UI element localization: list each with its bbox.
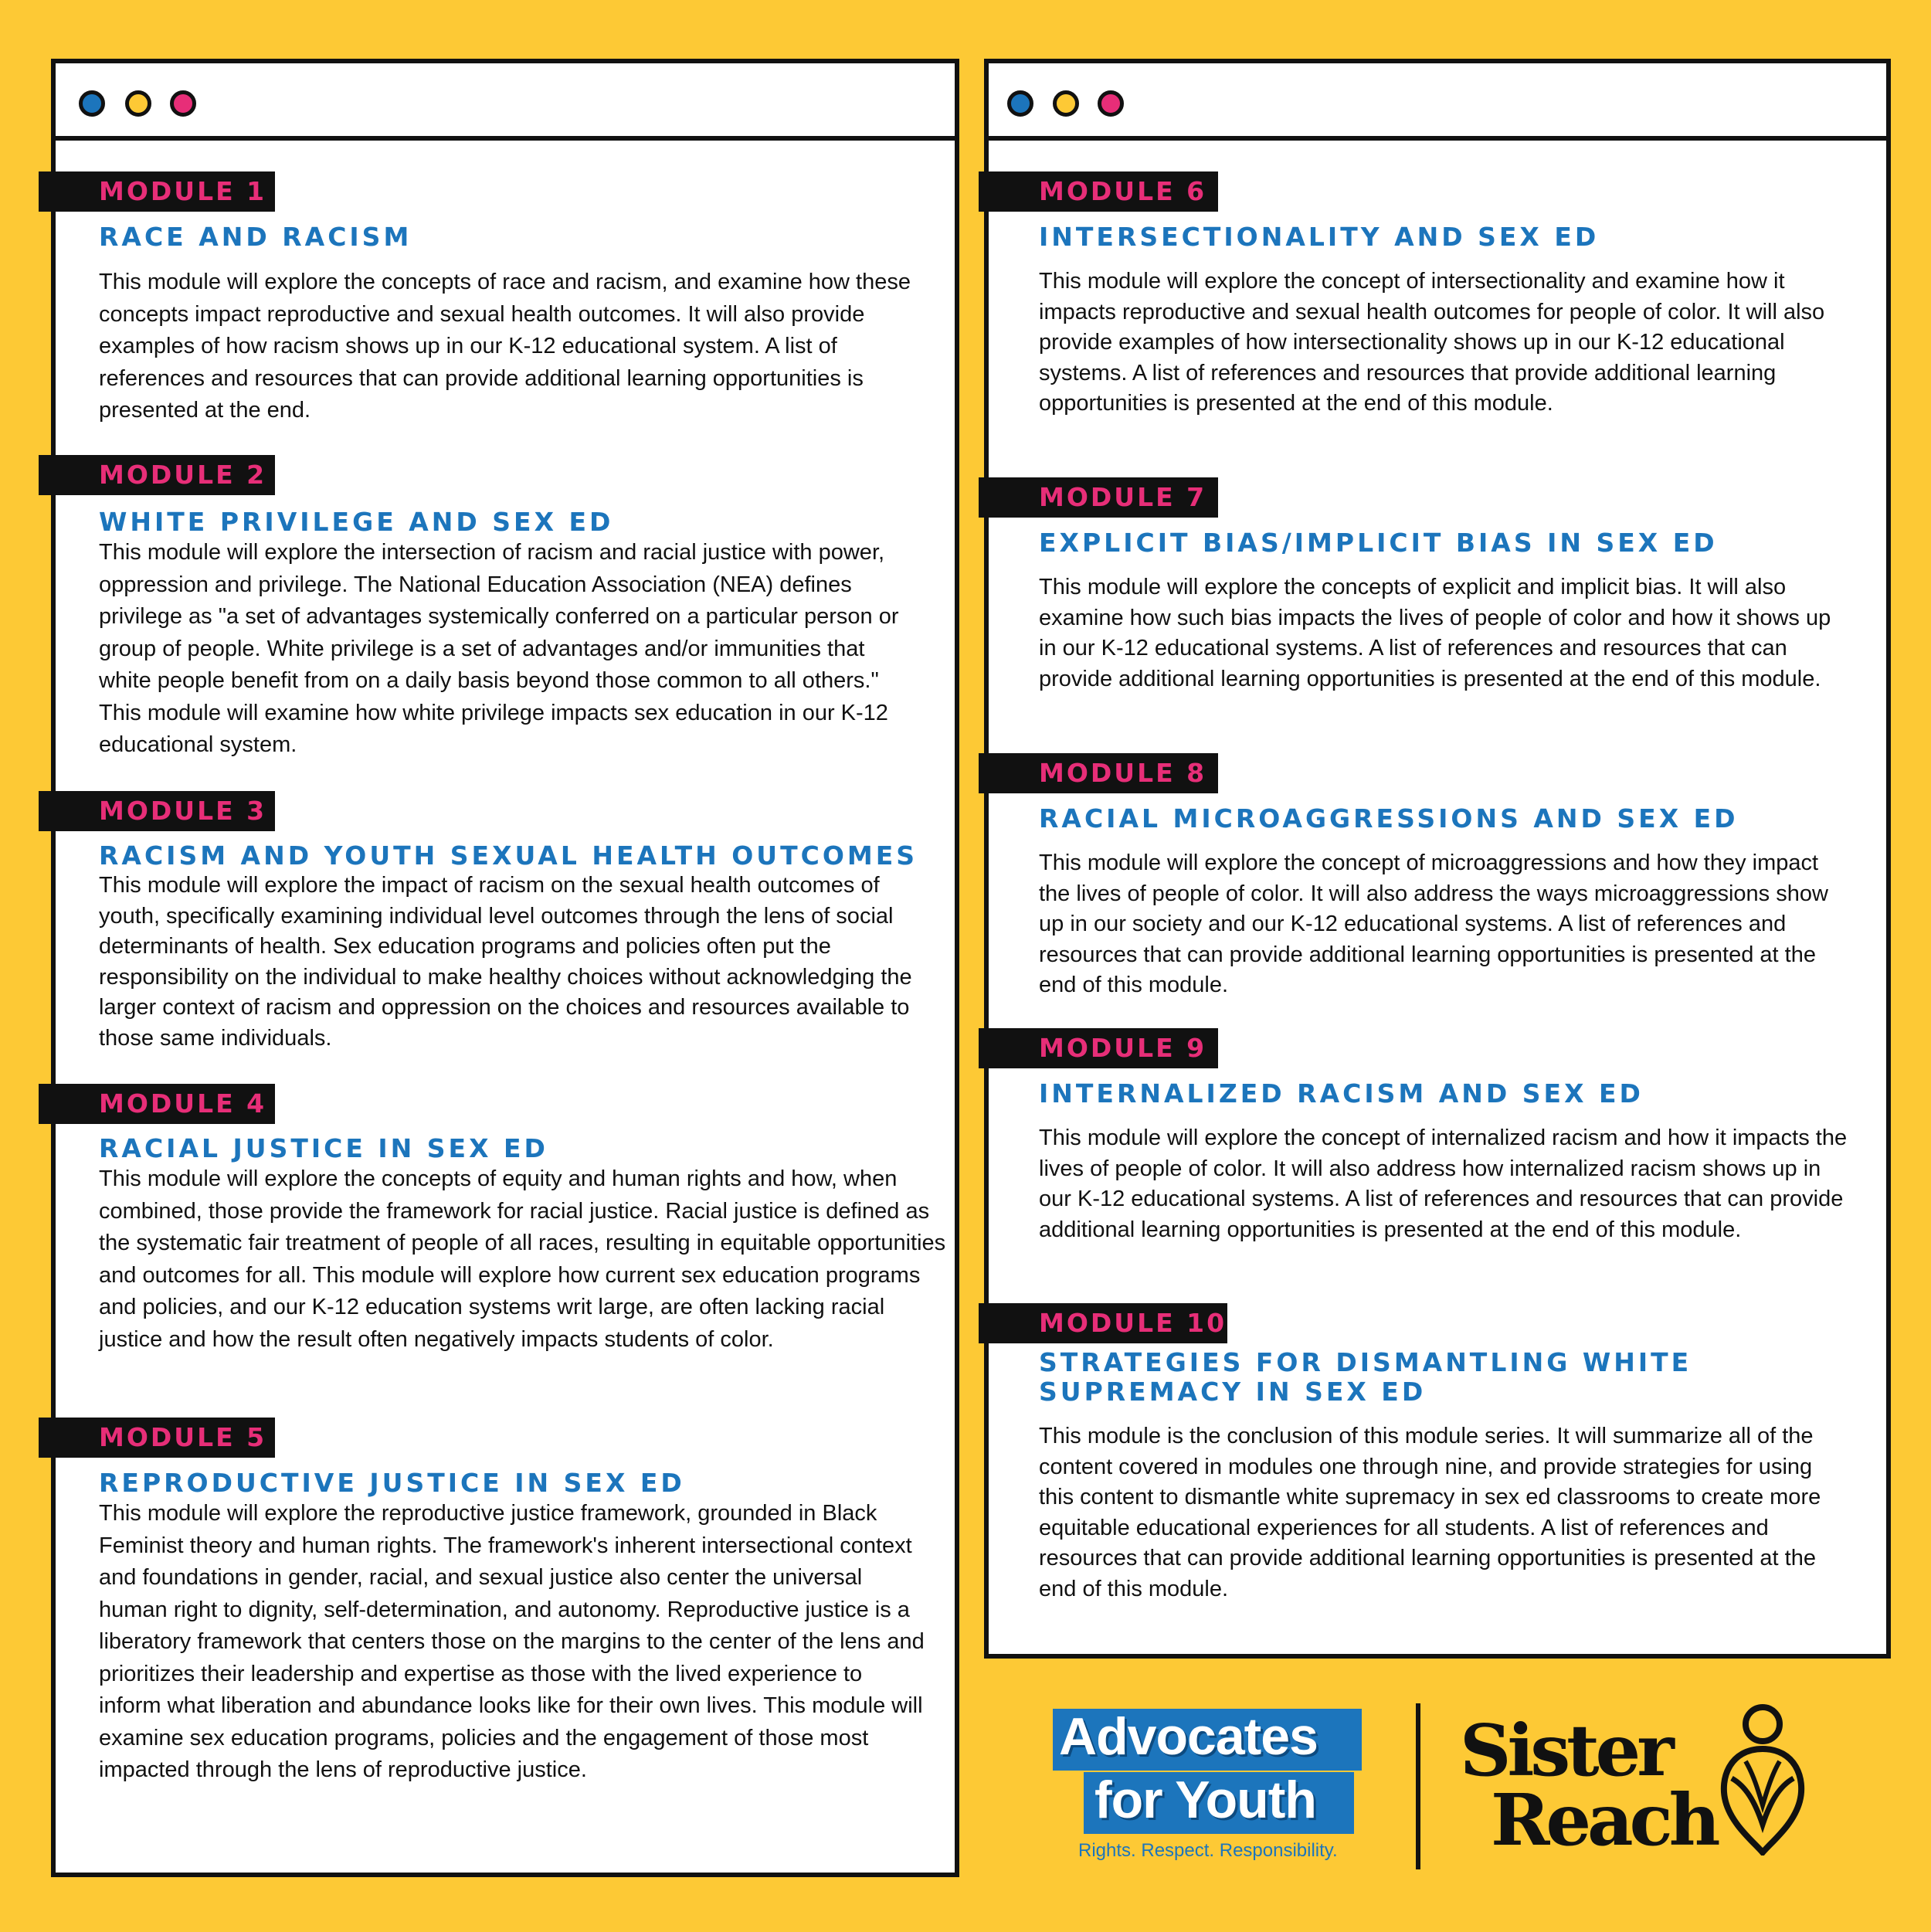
module-description: This module will explore the concept of microaggressions and how they impact the lives of people of color. It will also address the ways microaggressions show up in our society and our K-12 educational systems. A list of references and resources that can provide additional learning opportunities is presented at the end of this module. [1039,851,1828,997]
yellow-dot-icon [1053,90,1079,117]
module-title-line-1: STRATEGIES FOR DISMANTLING WHITE [1039,1347,1692,1377]
module-description: This module will explore the concepts of equity and human rights and how, when combined, those provide the framework for racial justice. Racial justice is defined as the systematic fair treatment of people of all races, resulting in equitable opportunities and outcomes for all. This module will explore how current sex education programs and policies, and our K-12 education systems writ large, are often lacking racial justice and how the result often negatively impacts students of color. [99,1166,946,1352]
module-label: MODULE 6 [979,171,1218,212]
module-description: This module will explore the intersection of racism and racial justice with power, oppression and privilege. The National Education Association (NEA) defines privilege as "a set of advantages systemically conferred on a particular person or group of people. White privilege is a set of advantages and/or immunities that white people benefit from on a daily basis beyond those common to all others." This module will examine how white privilege impacts sex education in our K-12 educational system. [99,540,899,757]
module-title: REPRODUCTIVE JUSTICE IN SEX ED [99,1468,685,1498]
module-description: This module will explore the concept of internalized racism and how it impacts the lives of people of color. It will also address how internalized racism shows up in our K-12 educational systems. A list of references and resources that can provide additional learning opportunities is presented at the end of this module. [1039,1126,1848,1242]
module-title-line-2: SUPREMACY IN SEX ED [1039,1377,1427,1407]
logo-line-sister: Sister [1460,1709,1671,1792]
left-window-titlebar [56,63,955,141]
module-description: This module will explore the reproductive justice framework, grounded in Black Feminist theory and human rights. The framework's inherent intersectional context and foundations in gender, racial, and sexual justice also center the universal human right to dignity, self-determination, and autonomy. Reproductive justice is a liberatory framework that centers those on the margins to the center of the lens and prioritizes their leadership and expertise as those with the lived experience to inform what liberation and abundance looks like for their own lives. This module will examine sex education programs, policies and the engagement of those most impacted through the lens of reproductive justice. [99,1501,925,1782]
sister-reach-logo [1460,1699,1815,1877]
module-title: INTERNALIZED RACISM AND SEX ED [1039,1078,1644,1109]
yellow-dot-icon [125,90,151,117]
module-label: MODULE 7 [979,477,1218,518]
logo-line-reach: Reach [1491,1778,1717,1862]
advocates-for-youth-logo [1053,1709,1362,1871]
module-label: MODULE 5 [39,1418,275,1458]
logo-line-for-youth: for Youth [1084,1772,1354,1834]
logo-tagline: Rights. Respect. Responsibility. [1078,1840,1338,1861]
module-description: This module is the conclusion of this module series. It will summarize all of the content covered in modules one through nine, and provide strategies for using this content to dismantle white supremacy in sex ed classrooms to create more equitable educational experiences for all students. A list of references and resources that can provide additional learning opportunities is presented at the end of this module. [1039,1424,1821,1601]
module-label: MODULE 8 [979,753,1218,793]
module-label: MODULE 10 [979,1303,1227,1343]
logo-divider [1416,1703,1420,1869]
module-title: RACE AND RACISM [99,222,412,252]
pink-dot-icon [1098,90,1124,117]
module-description: This module will explore the concept of intersectionality and examine how it impacts reproductive and sexual health outcomes for people of color. It will also provide examples of how intersectionality shows up in our K-12 educational systems. A list of references and resources that provide additional learning opportunities is presented at the end of this module. [1039,269,1825,416]
right-window-titlebar [989,63,1886,141]
sister-reach-emblem-icon [1715,1701,1811,1856]
blue-dot-icon [79,90,105,117]
module-title: INTERSECTIONALITY AND SEX ED [1039,222,1600,252]
module-description: This module will explore the impact of racism on the sexual health outcomes of youth, specifically examining individual level outcomes through the lens of social determinants of health. Sex education programs and policies often put the responsibility on the individual to make healthy choices without acknowledging the larger context of racism and oppression on the choices and resources available to those same individuals. [99,873,912,1051]
logo-line-advocates: Advocates [1053,1709,1362,1771]
pink-dot-icon [170,90,196,117]
blue-dot-icon [1007,90,1033,117]
module-title: RACISM AND YOUTH SEXUAL HEALTH OUTCOMES [99,840,918,871]
module-description: This module will explore the concepts of explicit and implicit bias. It will also examine how such bias impacts the lives of people of color and how it shows up in our K-12 educational systems. A list of references and resources that can provide additional learning opportunities is presented at the end of this module. [1039,575,1831,691]
module-label: MODULE 2 [39,455,275,495]
module-title: RACIAL MICROAGGRESSIONS AND SEX ED [1039,803,1739,834]
module-description: This module will explore the concepts of race and racism, and examine how these concepts impact reproductive and sexual health outcomes. It will also provide examples of how racism shows up in our K-12 educational system. A list of references and resources that can provide additional learning opportunities is presented at the end. [99,270,911,423]
module-title: RACIAL JUSTICE IN SEX ED [99,1133,548,1163]
module-title: EXPLICIT BIAS/IMPLICIT BIAS IN SEX ED [1039,528,1718,558]
module-title: WHITE PRIVILEGE AND SEX ED [99,507,614,537]
module-label: MODULE 3 [39,791,275,831]
module-label: MODULE 4 [39,1084,275,1124]
module-label: MODULE 9 [979,1028,1218,1068]
module-label: MODULE 1 [39,171,275,212]
